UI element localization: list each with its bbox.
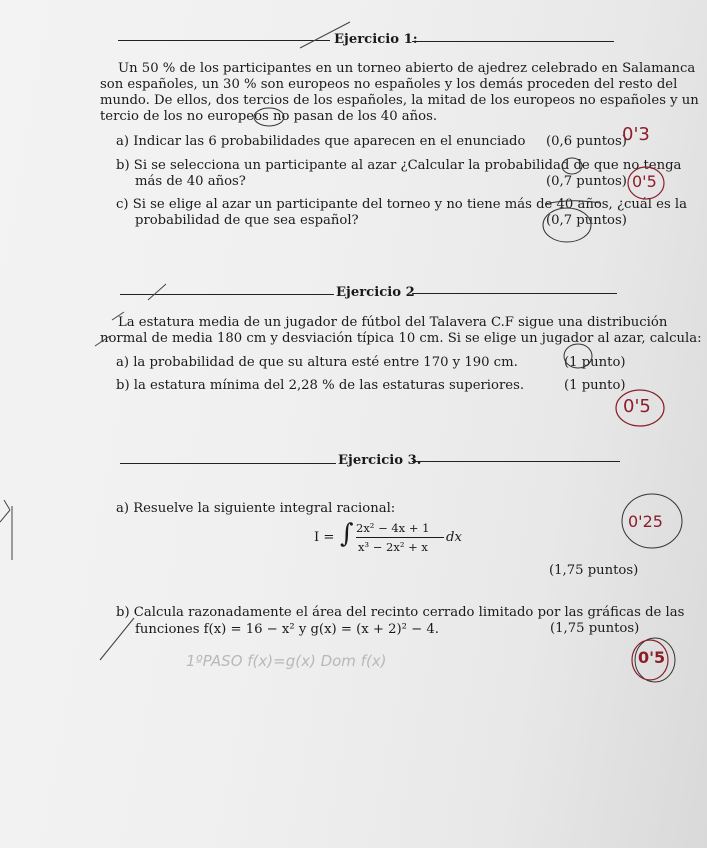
integral-dx: dx [446,530,462,545]
ej1-intro-line: tercio de los no europeos no pasan de los 40 años. [100,109,438,124]
ej2-points-a: (1 punto) [564,355,626,370]
exercise-1-heading: Ejercicio 1: [334,32,418,47]
grade-ej3-b: 0'5 [638,648,666,667]
ej1-question-b: b) Si se selecciona un participante al azar ¿Calcular la probabilidad de que no tenga [116,158,682,173]
integral-lhs: I = [314,530,335,545]
handwritten-note: 1ºPASO f(x)=g(x) Dom f(x) [186,652,387,670]
pen-slash [100,618,134,660]
pen-slash [148,284,166,300]
ej3-points-b: (1,75 puntos) [550,621,640,636]
ej1-points-b: (0,7 puntos) [546,174,627,189]
rule-left [120,463,336,464]
ej1-question-c: c) Si se elige al azar un participante del torneo y no tiene más de 40 años, ¿cuál es la [116,197,688,212]
ej3-question-a: a) Resuelve la siguiente integral racional: [116,501,396,516]
integral-sign: ∫ [340,519,354,549]
ej3-question-b-cont: funciones f(x) = 16 − x² y g(x) = (x + 2)² − 4. [135,622,439,637]
ej2-intro-line: La estatura media de un jugador de fútbol del Talavera C.F sigue una distribución [118,315,668,330]
rule-left [118,40,330,41]
rule-left [120,294,334,295]
grade-ej1-b: 0'5 [632,172,657,191]
exercise-2-heading: Ejercicio 2 [336,285,415,300]
ej1-question-c-cont: probabilidad de que sea español? [135,213,359,228]
ej1-intro-line: mundo. De ellos, dos tercios de los españoles, la mitad de los europeos no españoles y un [100,93,699,108]
fraction-bar [356,537,444,538]
ej2-question-b: b) la estatura mínima del 2,28 % de las estaturas superiores. [116,378,525,393]
ej1-points-a: (0,6 puntos) [546,134,627,149]
pen-margin-mark [0,500,12,560]
integral-numerator: 2x² − 4x + 1 [356,521,430,535]
exercise-3-heading: Ejercicio 3. [338,453,422,468]
ej1-intro-line: son españoles, un 30 % son europeos no españoles y los demás proceden del resto del [100,77,678,92]
ej2-points-b: (1 punto) [564,378,626,393]
integral-formula [314,518,462,558]
grade-ej2: 0'5 [623,396,651,417]
integral-denominator: x³ − 2x² + x [358,540,428,554]
ej2-question-a: a) la probabilidad de que su altura esté entre 170 y 190 cm. [116,355,518,370]
rule-right [412,461,620,462]
rule-right [412,41,614,42]
ej1-question-b-cont: más de 40 años? [135,174,246,189]
ej1-intro-line: Un 50 % de los participantes en un torneo abierto de ajedrez celebrado en Salamanca [118,61,696,76]
ej3-question-b: b) Calcula razonadamente el área del recinto cerrado limitado por las gráficas de las [116,605,685,620]
ej1-points-c: (0,7 puntos) [546,213,627,228]
ej2-intro-line: normal de media 180 cm y desviación típica 10 cm. Si se elige un jugador al azar, calcula: [100,331,702,346]
rule-right [412,293,617,294]
grade-ej1-a: 0'3 [622,124,650,145]
ej1-question-a: a) Indicar las 6 probabilidades que aparecen en el enunciado [116,134,526,149]
grade-ej3-a: 0'25 [628,512,663,531]
ej3-points-a: (1,75 puntos) [549,563,639,578]
